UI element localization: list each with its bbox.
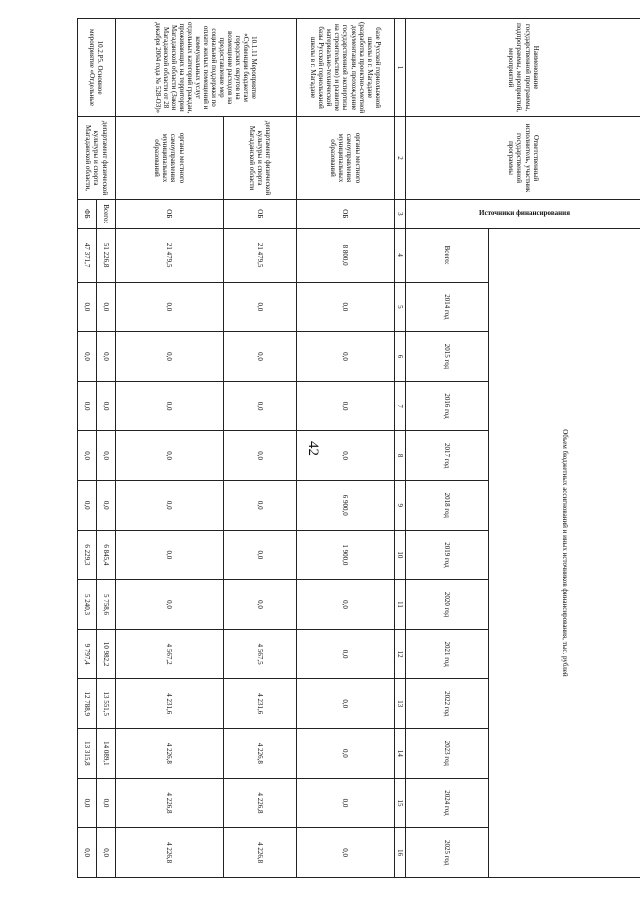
row-value: 0,0 (77, 431, 96, 481)
row-value: 10 982,2 (96, 629, 115, 679)
row-value: 5 758,6 (96, 580, 115, 630)
header-source-cell (406, 199, 640, 228)
header-year: 2022 год (406, 679, 489, 729)
row-value: 1 900,0 (296, 530, 394, 580)
row-value: 0,0 (296, 778, 394, 828)
header-year: 2025 год (406, 828, 489, 878)
row-source: ОБ (223, 199, 296, 228)
header-volume: Объем бюджетных ассигнований и иных источников финансирования, тыс. рублей (489, 228, 640, 877)
row-value: 0,0 (296, 282, 394, 332)
column-number: 1 (394, 19, 405, 117)
header-year: 2016 год (406, 381, 489, 431)
row-value: 4 226,8 (115, 828, 223, 878)
row-value: 0,0 (77, 828, 96, 878)
table-row (223, 19, 296, 878)
row-value: 0,0 (96, 778, 115, 828)
row-value: 4 226,8 (115, 729, 223, 779)
row-name: 10.2.Р5. Основное мероприятие «Отдельные (77, 19, 115, 117)
column-number: 13 (394, 679, 405, 729)
header-year: 2018 год (406, 480, 489, 530)
row-value: 12 788,9 (77, 679, 96, 729)
row-value: 0,0 (223, 282, 296, 332)
row-value: 0,0 (77, 332, 96, 382)
row-value: 8 800,0 (296, 228, 394, 282)
header-source: Источники финансирования (479, 209, 571, 217)
page-number: 42 (305, 441, 321, 456)
row-value: 0,0 (296, 729, 394, 779)
header-year: 2024 год (406, 778, 489, 828)
row-value: 4 226,8 (223, 778, 296, 828)
row-value: 4 567,5 (223, 629, 296, 679)
row-value: 4 567,2 (115, 629, 223, 679)
row-value: 0,0 (223, 580, 296, 630)
row-value: 6 900,0 (296, 480, 394, 530)
column-number: 9 (394, 480, 405, 530)
header-total: Всего: (406, 228, 489, 282)
row-value: 0,0 (96, 480, 115, 530)
row-name: базе Русской горнолыжной школы в г. Магадане (разработка проектно-сметной документации, прохождение государственной экспертизы на строительство) и развитие материально-технической базы Русской горнолыжной школы в г. Магадане (296, 19, 394, 117)
row-responsible: департамент физической культуры и спорта Магаданской области, (77, 117, 115, 200)
row-value: 0,0 (296, 679, 394, 729)
row-responsible: органы местного самоуправления муниципальных образований (296, 117, 394, 200)
row-value: 0,0 (115, 282, 223, 332)
column-number: 2 (394, 117, 405, 200)
row-value: 0,0 (77, 778, 96, 828)
row-value: 0,0 (223, 530, 296, 580)
row-value: 9 797,4 (77, 629, 96, 679)
header-name: Наименование государственной программы, подпрограммы, мероприятий, мероприятий (406, 19, 640, 117)
row-value: 4 226,8 (115, 778, 223, 828)
row-value: 4 226,8 (223, 729, 296, 779)
row-value: 51 226,8 (96, 228, 115, 282)
row-value: 0,0 (77, 282, 96, 332)
header-year: 2015 год (406, 332, 489, 382)
row-value: 0,0 (96, 282, 115, 332)
row-value: 0,0 (77, 480, 96, 530)
row-source: ОБ (115, 199, 223, 228)
row-responsible: органы местного самоуправления муниципальных образований (115, 117, 223, 200)
column-number: 15 (394, 778, 405, 828)
table-row (296, 19, 394, 878)
header-year: 2014 год (406, 282, 489, 332)
header-year: 2021 год (406, 629, 489, 679)
row-value: 0,0 (115, 480, 223, 530)
rotated-table-container (70, 18, 640, 878)
column-number: 6 (394, 332, 405, 382)
column-number-row (394, 19, 405, 878)
column-number: 10 (394, 530, 405, 580)
budget-table (77, 18, 640, 878)
row-value: 5 240,3 (77, 580, 96, 630)
row-value: 0,0 (296, 580, 394, 630)
column-number: 16 (394, 828, 405, 878)
row-value: 0,0 (296, 332, 394, 382)
row-value: 47 371,7 (77, 228, 96, 282)
column-number: 5 (394, 282, 405, 332)
table-row (115, 19, 223, 878)
row-value: 0,0 (115, 431, 223, 481)
row-value: 0,0 (96, 381, 115, 431)
row-value: 21 479,5 (115, 228, 223, 282)
row-value: 0,0 (115, 332, 223, 382)
column-number: 12 (394, 629, 405, 679)
row-source: Всего: (96, 199, 115, 228)
header-year: 2019 год (406, 530, 489, 580)
row-value: 0,0 (96, 828, 115, 878)
row-value: 21 479,5 (223, 228, 296, 282)
row-value: 4 231,6 (223, 679, 296, 729)
row-source: ФБ (77, 199, 96, 228)
row-value: 0,0 (296, 629, 394, 679)
row-value: 0,0 (115, 381, 223, 431)
row-value: 0,0 (77, 381, 96, 431)
row-value: 0,0 (296, 828, 394, 878)
column-number: 14 (394, 729, 405, 779)
column-number: 11 (394, 580, 405, 630)
row-value: 6 229,3 (77, 530, 96, 580)
row-value: 4 226,8 (223, 828, 296, 878)
row-source: ОБ (296, 199, 394, 228)
row-value: 0,0 (96, 332, 115, 382)
header-responsible: Ответственный исполнитель, участник государственной программы (406, 117, 640, 200)
header-year: 2017 год (406, 431, 489, 481)
row-value: 0,0 (223, 332, 296, 382)
row-value: 0,0 (115, 530, 223, 580)
row-value: 0,0 (223, 480, 296, 530)
row-value: 0,0 (115, 580, 223, 630)
table-row (96, 19, 115, 878)
row-value: 13 315,8 (77, 729, 96, 779)
row-value: 0,0 (223, 381, 296, 431)
row-value: 6 845,4 (96, 530, 115, 580)
row-value: 13 551,5 (96, 679, 115, 729)
column-number: 3 (394, 199, 405, 228)
row-value: 0,0 (296, 431, 394, 481)
row-name: 10.1.11 Мероприятие «Субвенции бюджетам городских округов на возмещение расходов на предоставление мер социальной поддержки по оплате жилых помещений и коммунальных услуг отдельных категорий граждан, проживающих на территории Магаданской области (Закон Магаданской области от 28 декабря 2004 года № 528-ОЗ)» (115, 19, 296, 117)
row-value: 4 231,6 (115, 679, 223, 729)
row-responsible: департамент физической культуры и спорта Магаданской области (223, 117, 296, 200)
row-value: 14 089,1 (96, 729, 115, 779)
column-number: 8 (394, 431, 405, 481)
column-number: 7 (394, 381, 405, 431)
column-number: 4 (394, 228, 405, 282)
header-year: 2023 год (406, 729, 489, 779)
row-value: 0,0 (96, 431, 115, 481)
row-value: 0,0 (296, 381, 394, 431)
header-year: 2020 год (406, 580, 489, 630)
row-value: 0,0 (223, 431, 296, 481)
